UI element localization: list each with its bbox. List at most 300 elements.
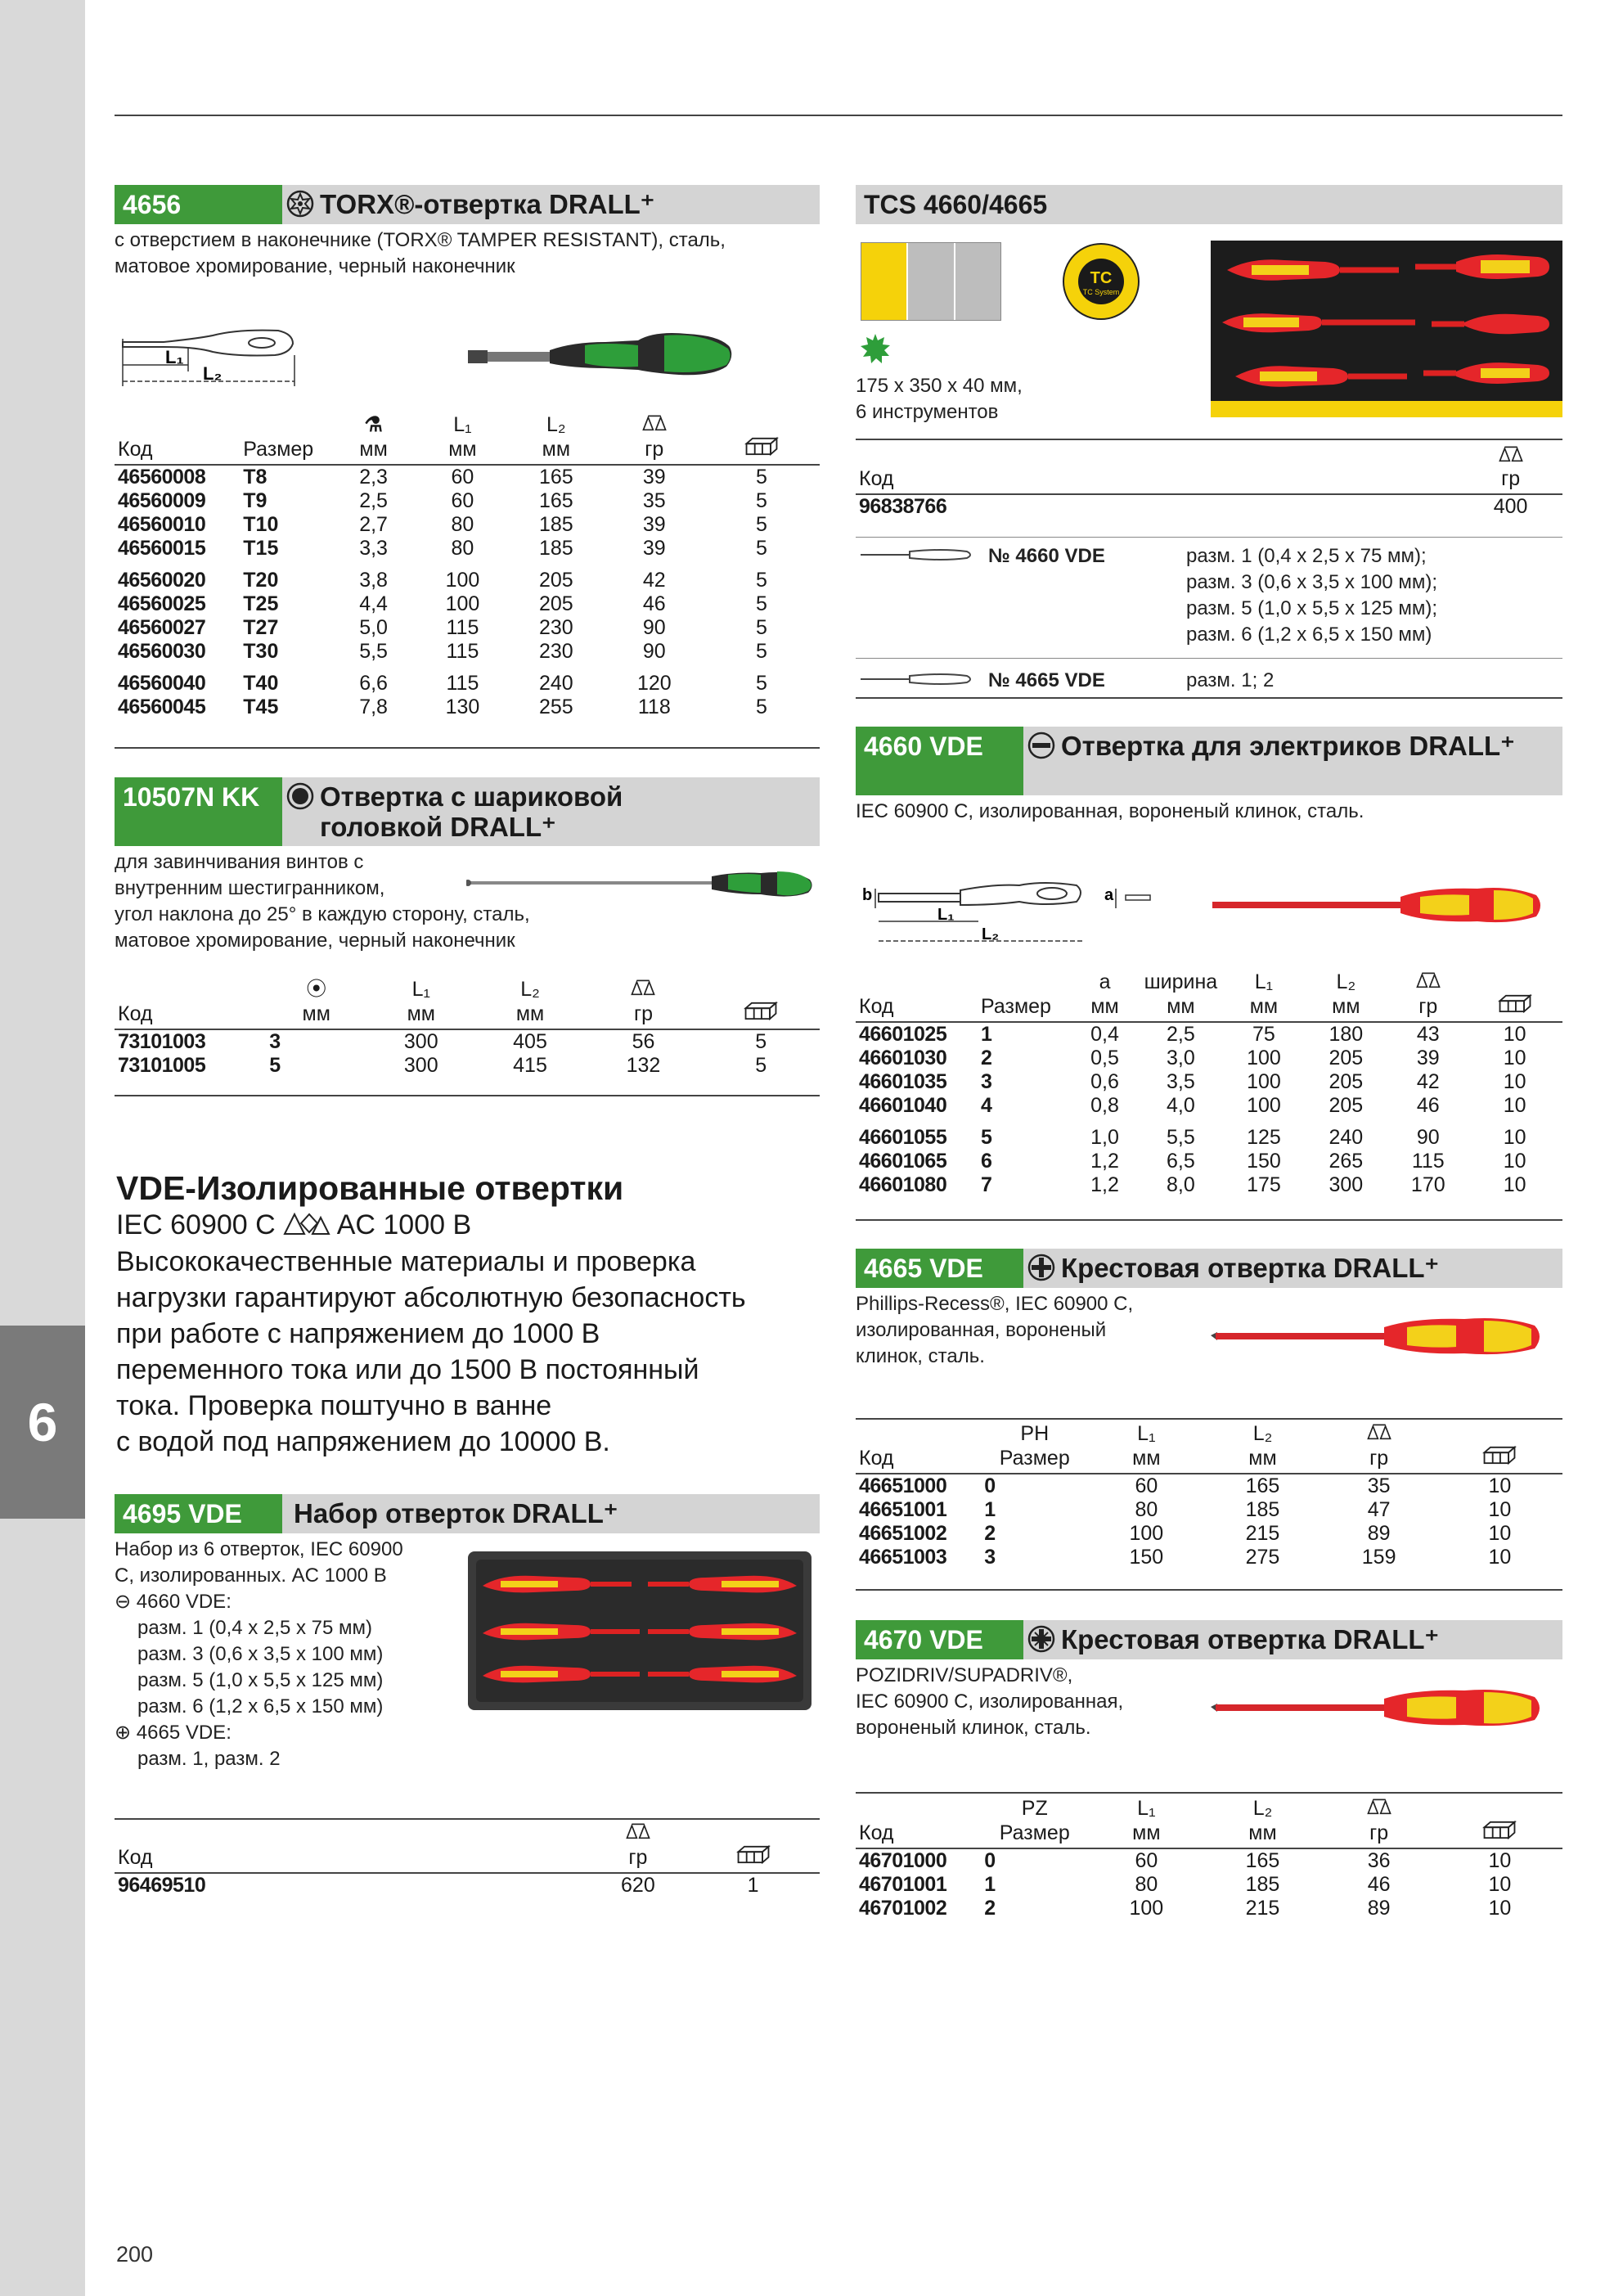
table-cell: 405 <box>513 1030 547 1053</box>
table-cell: 10 <box>1503 1023 1526 1046</box>
article-code: 46560030 <box>118 640 206 663</box>
table-cell: 0,6 <box>1090 1070 1119 1093</box>
svg-text:TC: TC <box>1090 269 1113 287</box>
divider <box>115 747 820 749</box>
s4670-code: 4670 VDE <box>856 1620 1023 1659</box>
table-cell: 5 <box>755 672 767 695</box>
table-cell: 2 <box>984 1897 996 1920</box>
article-code: 46651001 <box>859 1498 947 1521</box>
table-cell: 1 <box>981 1023 992 1046</box>
table-cell: 175 <box>1247 1173 1281 1196</box>
table-cell: 300 <box>1329 1173 1364 1196</box>
table-cell: 47 <box>1367 1498 1391 1521</box>
s4665-col-l2: L₂ <box>1252 1422 1273 1445</box>
s4660-col-mm: мм <box>1073 993 1137 1022</box>
table-row[interactable] <box>115 537 820 560</box>
table-cell: 100 <box>445 592 480 615</box>
s4660-col-a: a <box>1099 970 1111 993</box>
vde-body <box>116 1244 820 1460</box>
table-cell: 230 <box>538 640 573 663</box>
article-code: 46601035 <box>859 1070 947 1093</box>
table-cell: 5 <box>755 466 767 488</box>
table-cell: 80 <box>451 537 474 560</box>
s4660-col-code: Код <box>856 993 978 1022</box>
set4695-col-code: Код <box>115 1844 590 1873</box>
weight-icon <box>1496 444 1526 462</box>
s4665-header <box>856 1249 1562 1288</box>
table-row[interactable] <box>856 1070 1562 1094</box>
torx-col-size: Размер <box>240 436 329 465</box>
table-cell: 2,5 <box>359 489 388 512</box>
table-cell: 159 <box>1361 1546 1396 1569</box>
s4670-col-mm: мм <box>1088 1820 1204 1848</box>
s4660-header <box>856 727 1562 795</box>
tcs-item-sizes: разм. 1; 2 <box>1186 669 1275 691</box>
table-cell: T25 <box>243 592 279 615</box>
slot-icon: ⊖ <box>115 1591 132 1613</box>
s4670-desc-line: POZIDRIV/SUPADRIV®, <box>856 1664 1073 1686</box>
table-cell: 5 <box>755 592 767 615</box>
s4665-col-mm: мм <box>1088 1445 1204 1474</box>
table-cell: 2,5 <box>1167 1023 1195 1046</box>
tcs-table <box>856 444 1562 519</box>
table-cell: 46 <box>1416 1094 1440 1117</box>
table-row[interactable] <box>115 1029 820 1054</box>
table-cell: 240 <box>538 672 573 695</box>
package-icon <box>1497 993 1533 1013</box>
table-cell: 180 <box>1329 1023 1364 1046</box>
s4660-dimension-drawing <box>856 872 1562 962</box>
table-cell: T15 <box>243 537 279 560</box>
table-row[interactable] <box>856 1498 1562 1522</box>
table-cell: 100 <box>1247 1094 1281 1117</box>
ball-header <box>115 777 820 846</box>
ball-code: 10507N KK <box>115 777 282 846</box>
table-cell: 10 <box>1488 1873 1512 1896</box>
article-code: 46560025 <box>118 592 206 615</box>
set4695-header <box>115 1494 820 1533</box>
tcs-section <box>856 185 1562 224</box>
table-cell: 255 <box>538 696 573 718</box>
vde-standard <box>116 1208 820 1242</box>
table-row[interactable] <box>115 616 820 640</box>
tcs-header <box>856 185 1562 224</box>
table-cell: 7,8 <box>359 696 388 718</box>
s4660-table <box>856 970 1562 1197</box>
s4665-product-image <box>1211 1309 1562 1366</box>
article-code: 46560020 <box>118 569 206 592</box>
ball-col-l1: L₁ <box>411 978 430 1001</box>
set4695-code: 4695 VDE <box>115 1494 282 1533</box>
table-cell: 6,5 <box>1167 1150 1195 1173</box>
article-code: 46651003 <box>859 1546 947 1569</box>
vde-standard-right: AC 1000 B <box>336 1209 472 1240</box>
s4665-col-l1: L₁ <box>1137 1422 1156 1445</box>
ball-product-image <box>466 863 820 904</box>
table-cell: 5 <box>755 616 767 639</box>
slot-icon <box>1023 727 1059 795</box>
table-cell: 230 <box>538 616 573 639</box>
article-code: 46560015 <box>118 537 206 560</box>
table-cell: 300 <box>403 1054 438 1077</box>
tcs-item-name: № 4665 VDE <box>988 669 1105 691</box>
table-cell: 80 <box>1135 1873 1158 1896</box>
s4670-col-l2: L₂ <box>1252 1797 1273 1820</box>
torx-col-gr: гр <box>605 436 704 465</box>
table-cell: 4,4 <box>359 592 388 615</box>
torx-section <box>115 185 820 280</box>
table-cell: 2 <box>981 1047 992 1069</box>
table-cell: 165 <box>1245 1474 1280 1497</box>
table-cell: 10 <box>1503 1126 1526 1149</box>
table-cell: 165 <box>1245 1849 1280 1872</box>
s4660-code: 4660 VDE <box>856 727 1023 795</box>
ball-col-mm: мм <box>266 1001 366 1029</box>
ball-col-l2: L₂ <box>520 978 540 1001</box>
table-row[interactable] <box>856 1094 1562 1118</box>
table-cell: 115 <box>446 672 479 695</box>
s4670-col-gr: гр <box>1321 1820 1437 1848</box>
divider <box>856 537 1562 538</box>
table-cell: 3,3 <box>359 537 388 560</box>
table-cell: 90 <box>642 640 666 663</box>
table-cell: 415 <box>513 1054 547 1077</box>
tcs-color-grey <box>908 243 955 320</box>
weight-icon <box>640 413 669 431</box>
article-code: 46701001 <box>859 1873 947 1896</box>
set4695-title: Набор отверток DRALL⁺ <box>294 1498 618 1528</box>
article-code: 46601040 <box>859 1094 947 1117</box>
svg-text:b: b <box>862 886 873 904</box>
s4665-table <box>856 1422 1562 1569</box>
table-row[interactable] <box>115 1054 820 1078</box>
table-row[interactable] <box>856 1150 1562 1173</box>
article-code: 46560040 <box>118 672 206 695</box>
table-row[interactable] <box>115 513 820 537</box>
table-cell: T27 <box>243 616 279 639</box>
table-cell: 5,5 <box>1167 1126 1195 1149</box>
table-cell: 115 <box>446 616 479 639</box>
torx-desc-line: с отверстием в наконечнике (TORX® TAMPER RESISTANT), сталь, <box>115 229 726 251</box>
table-cell: 90 <box>1416 1126 1440 1149</box>
table-cell: 6,6 <box>359 672 388 695</box>
s4670-col-type: PZ <box>1021 1797 1048 1820</box>
s4665-title: Крестовая отвертка DRALL⁺ <box>1061 1253 1439 1283</box>
table-cell: 39 <box>642 466 666 488</box>
chapter-tab[interactable]: 6 <box>0 1326 85 1519</box>
table-cell: 60 <box>1135 1849 1158 1872</box>
table-cell: 10 <box>1488 1522 1512 1545</box>
table-cell: 10 <box>1503 1047 1526 1069</box>
table-row[interactable] <box>856 1546 1562 1569</box>
s4670-col-mm: мм <box>1204 1820 1320 1848</box>
table-cell: 205 <box>538 592 573 615</box>
tcs-col-code: Код <box>856 467 1459 494</box>
table-row[interactable] <box>856 1897 1562 1920</box>
sidebar <box>0 0 85 2296</box>
article-code: 96838766 <box>859 495 947 518</box>
table-cell: 100 <box>1247 1070 1281 1093</box>
ball-col-mm: мм <box>475 1001 584 1029</box>
table-cell: 5,0 <box>359 616 388 639</box>
article-code: 46651002 <box>859 1522 947 1545</box>
vde-body-line: тока. Проверка поштучно в ванне <box>116 1390 552 1421</box>
table-cell: 5 <box>755 640 767 663</box>
table-cell: 10 <box>1488 1546 1512 1569</box>
table-cell: 185 <box>1245 1873 1280 1896</box>
divider <box>856 697 1562 699</box>
table-cell: 46 <box>642 592 666 615</box>
table-cell: T8 <box>243 466 268 488</box>
table-cell: 120 <box>636 672 672 695</box>
s4660-section <box>856 727 1562 825</box>
set4695-col-gr: гр <box>590 1844 687 1873</box>
table-row[interactable] <box>115 560 820 592</box>
top-rule <box>115 115 1562 116</box>
ball-desc-line: для завинчивания винтов с <box>115 851 364 873</box>
package-icon <box>1481 1820 1517 1839</box>
s4665-col-size: Размер <box>981 1445 1088 1474</box>
s4660-col-width: ширина <box>1144 970 1218 993</box>
set4695-description <box>115 1537 458 1772</box>
table-row[interactable] <box>856 1522 1562 1546</box>
table-cell: 185 <box>538 537 573 560</box>
s4660-title: Отвертка для электриков DRALL⁺ <box>1061 731 1515 761</box>
divider <box>856 1589 1562 1591</box>
tcs-size-line: разм. 1 (0,4 x 2,5 x 75 мм); <box>1186 545 1427 567</box>
article-code: 46601080 <box>859 1173 947 1196</box>
table-cell: 39 <box>642 537 666 560</box>
torx-col-mm: мм <box>418 436 507 465</box>
torx-title: TORX®-отвертка DRALL⁺ <box>320 189 655 219</box>
table-cell: 75 <box>1252 1023 1275 1046</box>
s4665-desc-line: клинок, сталь. <box>856 1345 985 1367</box>
table-row[interactable] <box>115 489 820 513</box>
table-cell: 150 <box>1129 1546 1164 1569</box>
package-icon <box>743 1001 779 1020</box>
torx-col-code: Код <box>115 436 240 465</box>
torx-col-l1: L₁ <box>453 413 472 436</box>
table-row[interactable] <box>115 465 820 489</box>
table-cell: 35 <box>1367 1474 1391 1497</box>
tcs-slot-screwdriver-drawing <box>861 547 975 563</box>
tcs-dims-line: 6 инструментов <box>856 401 999 423</box>
table-row[interactable] <box>115 640 820 664</box>
article-code: 46701002 <box>859 1897 947 1920</box>
svg-text:TC System: TC System <box>1082 288 1120 296</box>
table-cell: 43 <box>1416 1023 1440 1046</box>
table-cell: 39 <box>642 513 666 536</box>
table-cell: 100 <box>1247 1047 1281 1069</box>
article-code: 46601065 <box>859 1150 947 1173</box>
s4665-desc-line: изолированная, вороненый <box>856 1319 1107 1341</box>
s4665-code: 4665 VDE <box>856 1249 1023 1288</box>
table-row[interactable] <box>115 1873 820 1898</box>
divider <box>856 439 1562 440</box>
table-cell: 5 <box>755 696 767 718</box>
table-cell: 118 <box>637 696 671 718</box>
tcs-item-sizes <box>1186 543 1437 648</box>
table-cell: 205 <box>1329 1094 1364 1117</box>
s4660-col-l2: L₂ <box>1336 970 1356 993</box>
tcs-product-image <box>1211 241 1562 417</box>
table-cell: 89 <box>1367 1522 1391 1545</box>
table-cell: 115 <box>1411 1150 1445 1173</box>
table-cell: 265 <box>1329 1150 1364 1173</box>
set4695-desc-line: Набор из 6 отверток, IEC 60900 <box>115 1538 403 1560</box>
torx-col-mm: мм <box>329 436 418 465</box>
torx-tip-icon: ⚗ <box>364 413 383 436</box>
s4660-col-l1: L₁ <box>1254 970 1274 993</box>
ball-desc-line: матовое хромирование, черный наконечник <box>115 930 515 952</box>
article-code: 46560010 <box>118 513 206 536</box>
table-cell: 0,5 <box>1090 1047 1119 1069</box>
torx-description <box>115 227 820 280</box>
table-row[interactable] <box>856 1022 1562 1047</box>
table-cell: 2 <box>984 1522 996 1545</box>
table-cell: 4,0 <box>1167 1094 1195 1117</box>
tcs-color-legend <box>861 242 1001 321</box>
package-icon <box>744 436 780 456</box>
set4695-4660-label: 4660 VDE: <box>136 1591 232 1613</box>
table-row[interactable] <box>856 494 1562 519</box>
torx-table <box>115 413 820 719</box>
table-cell: T9 <box>243 489 268 512</box>
package-icon <box>735 1844 771 1864</box>
table-cell: 10 <box>1503 1150 1526 1173</box>
s4660-col-mm: мм <box>1225 993 1302 1022</box>
tcs-size-line: разм. 3 (0,6 x 3,5 x 100 мм); <box>1186 571 1438 593</box>
table-row[interactable] <box>856 1047 1562 1070</box>
tcs-col-gr: гр <box>1459 467 1562 494</box>
package-icon <box>1481 1445 1517 1465</box>
table-cell: 90 <box>642 616 666 639</box>
table-cell: 165 <box>538 489 573 512</box>
torx-desc-line: матовое хромирование, черный наконечник <box>115 255 515 277</box>
tcs-size-line: разм. 6 (1,2 x 6,5 x 150 мм) <box>1186 624 1432 646</box>
table-cell: 10 <box>1488 1897 1512 1920</box>
table-cell: 39 <box>1416 1047 1440 1069</box>
article-code: 73101003 <box>118 1030 206 1053</box>
article-code: 46701000 <box>859 1849 947 1872</box>
divider <box>115 1095 820 1096</box>
s4665-col-gr: гр <box>1321 1445 1437 1474</box>
divider <box>856 1792 1562 1794</box>
new-star-icon <box>861 334 890 363</box>
set4695-4665-label: 4665 VDE: <box>136 1722 232 1744</box>
ball-table <box>115 978 820 1078</box>
table-row[interactable] <box>856 1873 1562 1897</box>
table-cell: 3,8 <box>359 569 388 592</box>
phillips-icon <box>1023 1249 1059 1288</box>
article-code: 46560045 <box>118 696 206 718</box>
table-cell: 3,5 <box>1167 1070 1195 1093</box>
table-cell: 205 <box>1329 1070 1364 1093</box>
article-code: 46601055 <box>859 1126 947 1149</box>
set4695-size: разм. 5 (1,0 x 5,5 x 125 мм) <box>137 1669 384 1691</box>
article-code: 73101005 <box>118 1054 206 1077</box>
s4670-product-image <box>1211 1681 1562 1738</box>
article-code: 46560027 <box>118 616 206 639</box>
table-row[interactable] <box>856 1474 1562 1498</box>
tcs-dims <box>856 373 1023 425</box>
table-cell: 89 <box>1367 1897 1391 1920</box>
table-row[interactable] <box>115 664 820 696</box>
table-row[interactable] <box>115 696 820 719</box>
s4665-col-type: PH <box>1020 1422 1050 1445</box>
table-cell: 205 <box>538 569 573 592</box>
vde-title: VDE-Изолированные отвертки <box>116 1169 624 1207</box>
table-cell: 215 <box>1245 1522 1280 1545</box>
tcs-item-name: № 4660 VDE <box>988 545 1105 567</box>
table-cell: 3 <box>984 1546 996 1569</box>
table-cell: 7 <box>981 1173 992 1196</box>
table-cell: 5 <box>755 569 767 592</box>
torx-col-mm: мм <box>507 436 605 465</box>
table-cell: 10 <box>1488 1498 1512 1521</box>
table-cell: 56 <box>632 1030 655 1053</box>
table-cell: 42 <box>1416 1070 1440 1093</box>
table-cell: T10 <box>243 513 279 536</box>
table-cell: 35 <box>642 489 666 512</box>
table-cell: 10 <box>1503 1070 1526 1093</box>
table-cell: 5 <box>269 1054 281 1077</box>
set4695-4665-line <box>115 1720 458 1746</box>
table-cell: 185 <box>1245 1498 1280 1521</box>
s4665-col-code: Код <box>856 1445 981 1474</box>
table-cell: 80 <box>451 513 474 536</box>
table-cell: 36 <box>1367 1849 1391 1872</box>
table-cell: 80 <box>1135 1498 1158 1521</box>
table-row[interactable] <box>115 592 820 616</box>
tcs-code: TCS 4660/4665 <box>856 185 1055 224</box>
table-cell: 165 <box>538 466 573 488</box>
table-cell: 0 <box>984 1474 996 1497</box>
table-cell: 42 <box>642 569 666 592</box>
table-row[interactable] <box>856 1118 1562 1150</box>
weight-icon <box>1364 1422 1394 1440</box>
table-cell: 170 <box>1410 1173 1445 1196</box>
set4695-table <box>115 1821 820 1898</box>
table-cell: 132 <box>626 1054 661 1077</box>
set4695-size: разм. 6 (1,2 x 6,5 x 150 мм) <box>137 1695 384 1717</box>
table-cell: 130 <box>445 696 480 718</box>
s4670-col-size: Размер <box>981 1820 1088 1848</box>
s4670-col-code: Код <box>856 1820 981 1848</box>
table-cell: 100 <box>1129 1522 1164 1545</box>
table-cell: 300 <box>403 1030 438 1053</box>
torx-code: 4656 <box>115 185 282 224</box>
table-cell: T30 <box>243 640 279 663</box>
weight-icon <box>1414 970 1443 988</box>
table-cell: 5 <box>755 537 767 560</box>
table-cell: 0 <box>984 1849 996 1872</box>
table-cell: 205 <box>1329 1047 1364 1069</box>
table-row[interactable] <box>856 1173 1562 1197</box>
article-code: 46560009 <box>118 489 206 512</box>
table-row[interactable] <box>856 1848 1562 1873</box>
ball-col-mm: мм <box>366 1001 475 1029</box>
svg-text:a: a <box>1104 886 1114 904</box>
vde-intro <box>116 1168 820 1460</box>
table-cell: 185 <box>538 513 573 536</box>
vde-body-line: при работе с напряжением до 1000 В <box>116 1318 600 1349</box>
ball-desc-line: внутренним шестигранником, <box>115 877 385 899</box>
tcs-phillips-screwdriver-drawing <box>861 671 975 687</box>
table-cell: 1 <box>984 1873 996 1896</box>
table-cell: 5 <box>755 513 767 536</box>
table-cell: 3,0 <box>1167 1047 1195 1069</box>
